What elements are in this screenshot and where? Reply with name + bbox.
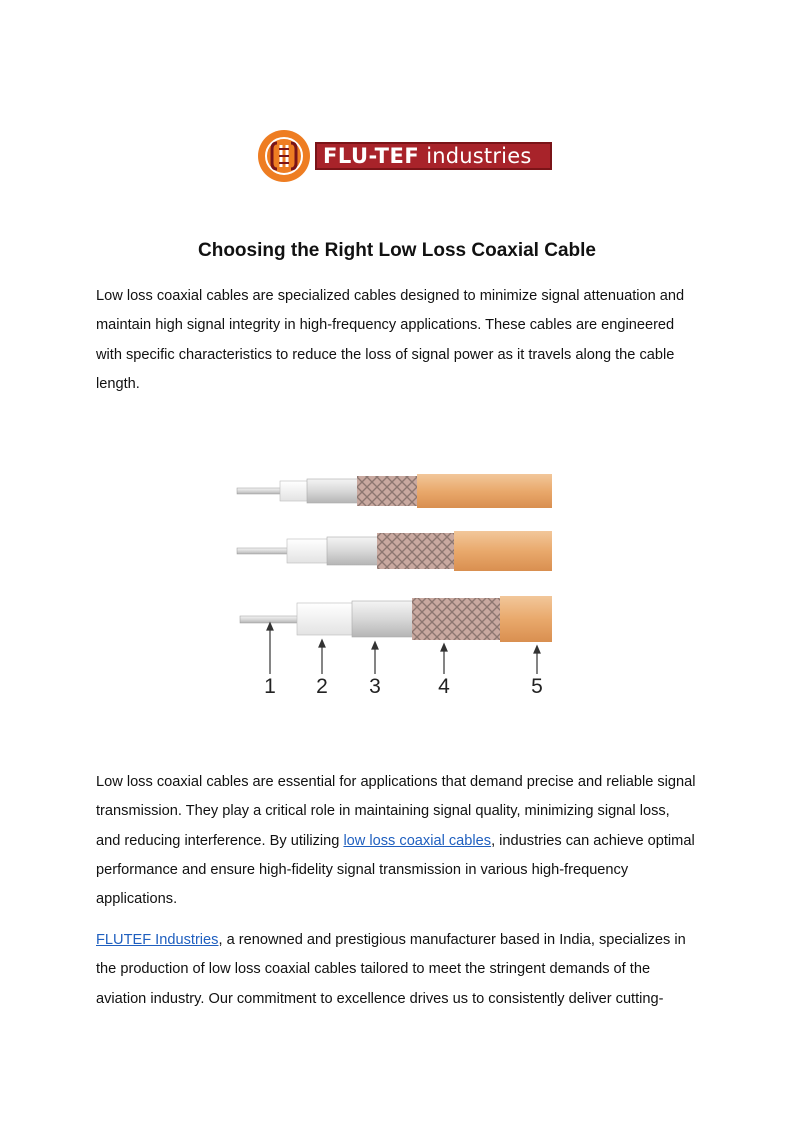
- body-paragraph: [96, 768, 704, 914]
- diagram-label-1: 1: [264, 675, 276, 698]
- paragraph-line: Low loss coaxial cables are essential for applications that demand precise and reliable signal: [96, 774, 696, 790]
- logo-brand-name: FLU-TEF: [323, 143, 420, 168]
- paragraph-line: transmission. They play a critical role in maintaining signal quality, minimizing signal loss,: [96, 803, 670, 820]
- paragraph-line: applications.: [96, 891, 178, 908]
- cable-sample-medium: [237, 531, 552, 571]
- body-paragraph: [96, 926, 704, 1014]
- cable-sample-small: [237, 474, 552, 508]
- intro-paragraph: [96, 282, 704, 399]
- paragraph-line: , industries can achieve optimal: [491, 832, 695, 849]
- paragraph-line: , a renowned and prestigious manufacturer based in India, specializes in: [218, 932, 686, 948]
- intro-line: length.: [96, 375, 140, 392]
- intro-line: maintain high signal integrity in high-frequency applications. These cables are engineered: [96, 317, 675, 334]
- cable-sample-large: [240, 596, 552, 642]
- diagram-label-3: 3: [369, 675, 381, 698]
- diagram-label-2: 2: [316, 675, 328, 698]
- flutef-emblem-icon: [257, 129, 311, 183]
- logo-brand-suffix: industries: [426, 143, 532, 168]
- paragraph-line: aviation industry. Our commitment to excellence drives us to consistently deliver cutting-: [96, 990, 664, 1007]
- diagram-label-5: 5: [531, 675, 543, 698]
- coaxial-cable-diagram: [232, 462, 562, 702]
- flutef-industries-link[interactable]: FLUTEF Industries: [96, 932, 219, 948]
- logo-banner: [315, 142, 552, 170]
- company-logo: [257, 129, 553, 183]
- intro-line: Low loss coaxial cables are specialized cables designed to minimize signal attenuation and: [96, 288, 685, 304]
- paragraph-line: the production of low loss coaxial cables tailored to meet the stringent demands of the: [96, 961, 651, 978]
- document-title: Choosing the Right Low Loss Coaxial Cable: [198, 240, 596, 261]
- intro-line: with specific characteristics to reduce the loss of signal power as it travels along the cable: [96, 346, 675, 363]
- low-loss-coaxial-cables-link[interactable]: low loss coaxial cables: [343, 832, 492, 849]
- diagram-label-4: 4: [438, 675, 450, 698]
- paragraph-line: and reducing interference. By utilizing: [96, 832, 344, 849]
- paragraph-line: performance and ensure high-fidelity signal transmission in various high-frequency: [96, 861, 629, 878]
